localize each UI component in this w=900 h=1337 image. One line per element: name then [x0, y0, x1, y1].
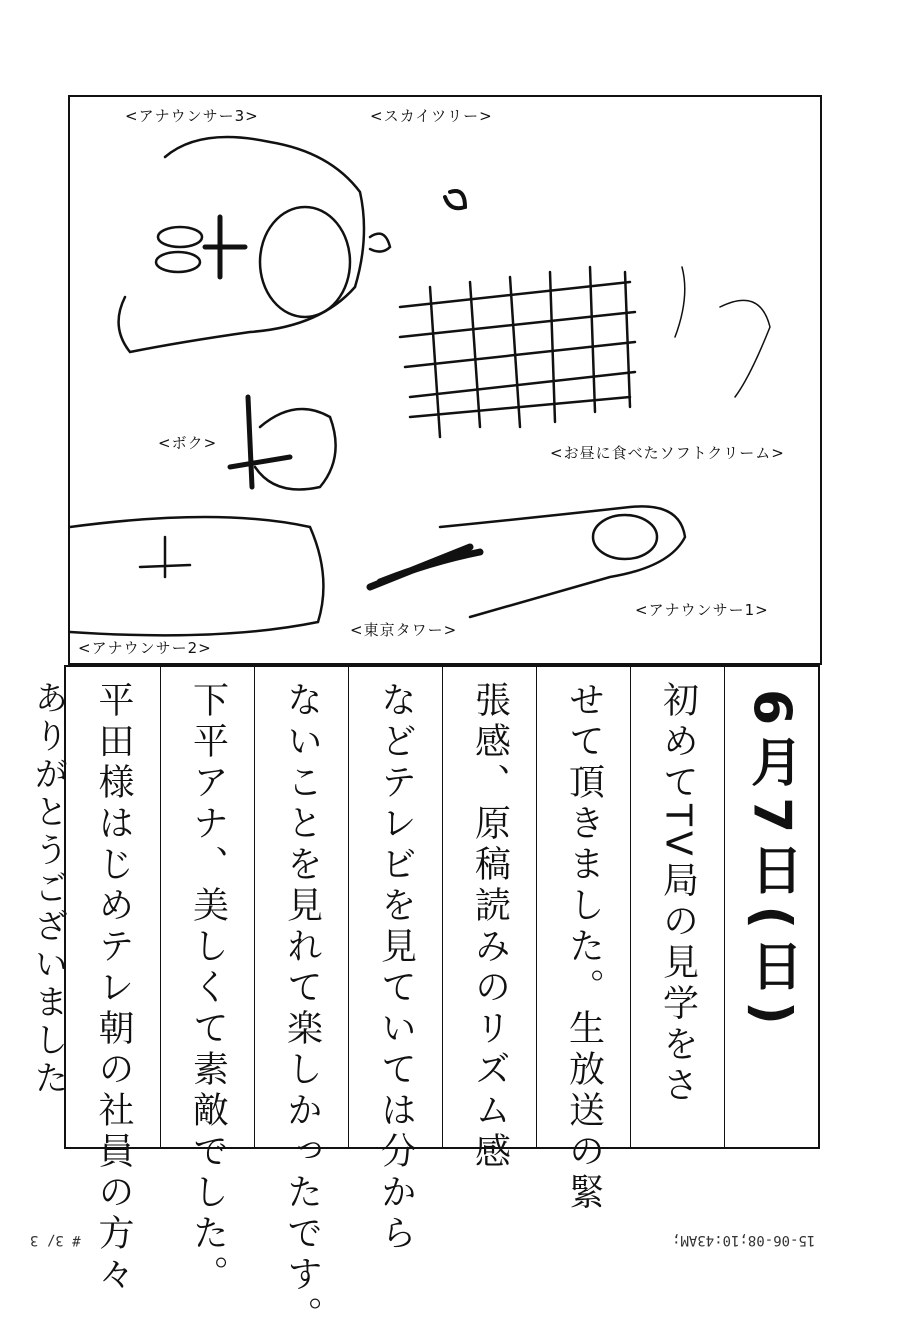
- diary-line-2: せて頂きました。生放送の緊: [563, 681, 605, 1214]
- announcer2-finger: [70, 517, 323, 635]
- diary-column-2: [536, 667, 630, 1214]
- diary-column-1: [630, 667, 724, 1147]
- softcream-shape: [675, 267, 770, 397]
- diary-line-6: 下平アナ、美しくて素敵でした。: [187, 681, 229, 1296]
- tokyo-tower: [370, 547, 480, 587]
- diary-line-4: などテレビを見ていては分から: [375, 681, 417, 1255]
- diary-line-1: 初めてTV局の見学をさ: [657, 681, 699, 1107]
- diary-column-5: [254, 667, 348, 1337]
- diary-column-7: [66, 667, 160, 1296]
- diary-column-4: [348, 667, 442, 1255]
- diary-column-3: [442, 667, 536, 1173]
- thanks-line: ありがとうございました: [28, 680, 68, 1098]
- boku-head: [255, 409, 336, 490]
- diary-line-3: 張感、原稿読みのリズム感: [469, 681, 511, 1173]
- label-announcer3: <アナウンサー3>: [125, 107, 259, 125]
- skytree-lattice: [400, 267, 635, 437]
- fax-timestamp: 15-06-08;10:43AM;: [672, 1232, 816, 1248]
- diary-date: 6月7日(日): [741, 689, 802, 1035]
- label-tokyo-tower: <東京タワー>: [350, 621, 458, 639]
- date-column: [724, 667, 818, 1147]
- drawing-area: [68, 95, 822, 665]
- label-boku: <ボク>: [158, 434, 218, 452]
- diary-line-5: ないことを見れて楽しかったです。: [281, 681, 323, 1337]
- label-announcer1: <アナウンサー1>: [635, 601, 769, 619]
- announcer3-face: [260, 207, 350, 317]
- label-announcer2: <アナウンサー2>: [78, 639, 212, 657]
- crayon-drawing: [70, 97, 822, 665]
- diary-column-6: [160, 667, 254, 1296]
- diary-line-7: 平田様はじめテレ朝の社員の方々: [93, 681, 134, 1296]
- fax-page-number: # 3/ 3: [30, 1232, 81, 1248]
- label-skytree: <スカイツリー>: [370, 107, 493, 125]
- label-softcream: <お昼に食べたソフトクリーム>: [550, 444, 785, 462]
